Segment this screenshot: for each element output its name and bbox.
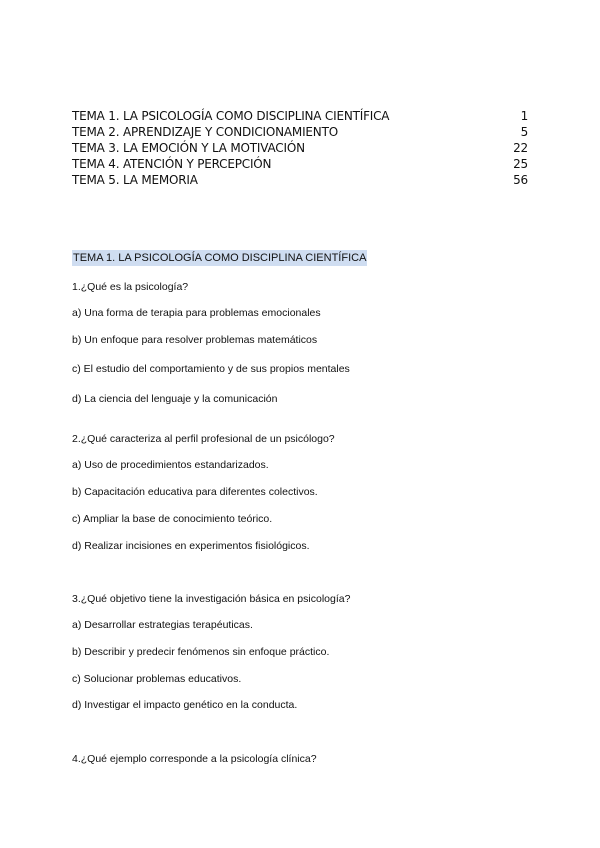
toc-entry[interactable]	[72, 108, 528, 124]
toc-entry-page: 1	[520, 109, 528, 123]
toc-entry[interactable]	[72, 172, 528, 188]
answer-option: d) La ciencia del lenguaje y la comunicación	[72, 393, 278, 405]
question-text: 3.¿Qué objetivo tiene la investigación básica en psicología?	[72, 593, 351, 605]
toc-entry-title: TEMA 2. APRENDIZAJE Y CONDICIONAMIENTO	[72, 125, 338, 139]
toc-entry-title: TEMA 5. LA MEMORIA	[72, 173, 198, 187]
question-text: 1.¿Qué es la psicología?	[72, 281, 189, 293]
answer-option: c) Solucionar problemas educativos.	[72, 673, 242, 685]
toc-entry[interactable]	[72, 156, 528, 172]
answer-option: d) Realizar incisiones en experimentos fisiológicos.	[72, 540, 310, 552]
toc-entry-page: 56	[513, 173, 528, 187]
table-of-contents	[72, 108, 528, 188]
toc-entry-page: 22	[513, 141, 528, 155]
toc-entry-page: 25	[513, 157, 528, 171]
question-text: 4.¿Qué ejemplo corresponde a la psicología clínica?	[72, 753, 317, 765]
section-heading-highlighted[interactable]: TEMA 1. LA PSICOLOGÍA COMO DISCIPLINA CIENTÍFICA	[73, 252, 367, 264]
answer-option: c) Ampliar la base de conocimiento teórico.	[72, 513, 273, 525]
answer-option: d) Investigar el impacto genético en la conducta.	[72, 699, 298, 711]
toc-entry[interactable]	[72, 124, 528, 140]
answer-option: b) Capacitación educativa para diferentes colectivos.	[72, 486, 318, 498]
answer-option: c) El estudio del comportamiento y de sus propios mentales	[72, 363, 350, 375]
toc-entry-title: TEMA 1. LA PSICOLOGÍA COMO DISCIPLINA CIENTÍFICA	[72, 109, 390, 123]
answer-option: b) Un enfoque para resolver problemas matemáticos	[72, 334, 318, 346]
toc-entry-title: TEMA 3. LA EMOCIÓN Y LA MOTIVACIÓN	[72, 141, 305, 155]
answer-option: a) Desarrollar estrategias terapéuticas.	[72, 619, 253, 631]
question-text: 2.¿Qué caracteriza al perfil profesional de un psicólogo?	[72, 433, 335, 445]
answer-option: a) Uso de procedimientos estandarizados.	[72, 459, 269, 471]
answer-option: b) Describir y predecir fenómenos sin enfoque práctico.	[72, 646, 330, 658]
answer-option: a) Una forma de terapia para problemas emocionales	[72, 307, 321, 319]
toc-entry-title: TEMA 4. ATENCIÓN Y PERCEPCIÓN	[72, 157, 272, 171]
toc-entry[interactable]	[72, 140, 528, 156]
toc-entry-page: 5	[520, 125, 528, 139]
